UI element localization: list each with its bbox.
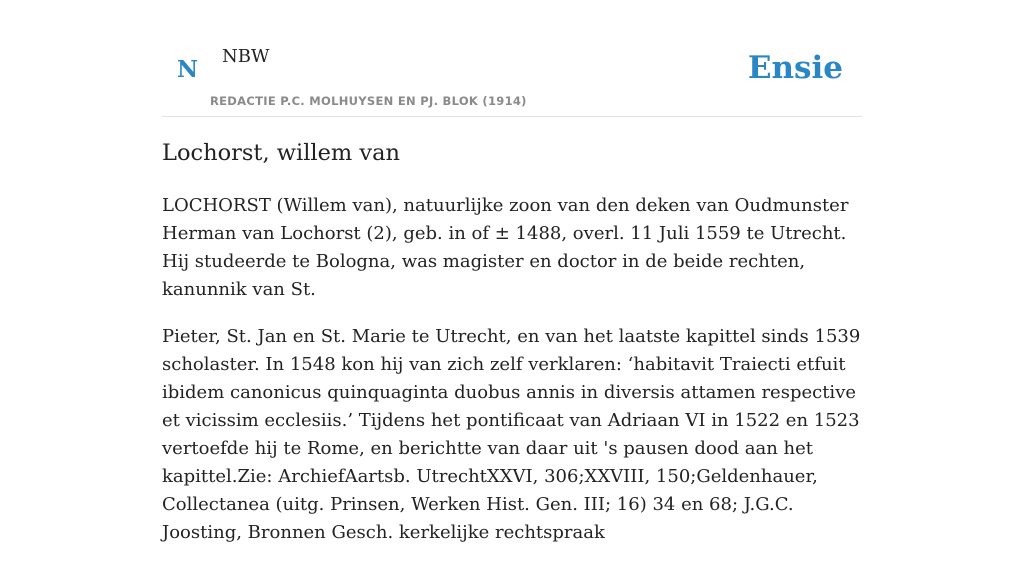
brand-logo[interactable]: Ensie [747,50,843,86]
article-paragraph: LOCHORST (Willem van), natuurlijke zoon van den deken van Oudmunster Herman van Lochorst (2), geb. in of ± 1488, overl. 11 Juli 1559 te Utrecht. Hij studeerde te Bologna, was magister en doctor in de beide rechten, kanunnik van St. [162,195,849,300]
source-subtitle: REDACTIE P.C. MOLHUYSEN EN PJ. BLOK (1914) [210,94,527,108]
source-name[interactable]: NBW [222,46,270,67]
site-header [162,0,862,117]
article-body [162,192,862,566]
article-title: Lochorst, willem van [162,140,401,166]
source-logo-icon[interactable]: N [177,56,199,83]
article-paragraph: Pieter, St. Jan en St. Marie te Utrecht, en van het laatste kapittel sinds 1539 scholaster. In 1548 kon hij van zich zelf verklaren: ‘habitavit Traiecti etfuit ibidem canonicus quinquaginta duobus annis in diversis attamen respective et vicissim ecclesiis.’ Tijdens het pontificaat van Adriaan VI in 1522 en 1523 vertoefde hij te Rome, en berichtte van daar uit 's pausen dood aan het kapittel.Zie: ArchiefAartsb. UtrechtXXVI, 306;XXVIII, 150;Geldenhauer, Collectanea (uitg. Prinsen, Werken Hist. Gen. III; 16) 34 en 68; J.G.C. Joosting, Bronnen Gesch. kerkelijke rechtspraak [162,326,861,543]
